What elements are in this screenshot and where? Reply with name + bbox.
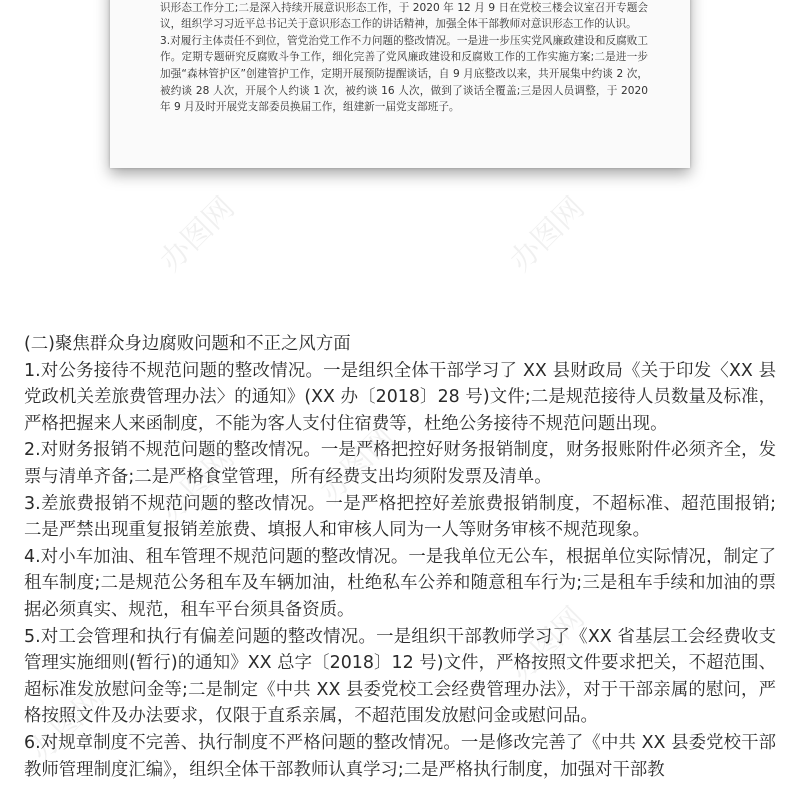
watermark: 办图网 [23,680,112,769]
preview-paragraph: 3.对履行主体责任不到位，管党治党工作不力问题的整改情况。一是进一步压实党风廉政建设和反腐败工作。定期专题研究反腐败斗争工作，细化完善了党风廉政建设和反腐败工作的工作实施方案;二是进一步加强“森林管护区”创建管护工作，定期开展预防提醒谈话，自 9 月底整改以来，共开展集中约谈 2 次，被约谈 28 人次，开展个人约谈 1 次，被约谈 16 人次，做到了谈话全覆盖;三是因人员调整，于 2020 年 9 月及时开展党支部委员换届工作，组建新一届党支部班子。 [160,34,648,114]
list-item: 1.对公务接待不规范问题的整改情况。一是组织全体干部学习了 XX 县财政局《关于印发〈XX 县党政机关差旅费管理办法〉的通知》(XX 办〔2018〕28 号)文件;二是规范接待人员数量及标准，严格把握来人来函制度，不能为客人支付住宿费等，杜绝公务接待不规范问题出现。 [24,360,776,434]
watermark: 办图网 [503,600,592,689]
watermark: 办图网 [503,190,592,279]
list-item: 3.差旅费报销不规范问题的整改情况。一是严格把控好差旅费报销制度，不超标准、超范围报销;二是严禁出现重复报销差旅费、填报人和审核人同为一人等财务审核不规范现象。 [24,493,776,541]
watermark: 办图网 [153,190,242,279]
watermark: 办图网 [153,440,242,529]
preview-text [160,0,648,116]
document-preview-card [110,0,690,168]
watermark: 办图网 [313,420,402,509]
list-item: 6.对规章制度不完善、执行制度不严格问题的整改情况。一是修改完善了《中共 XX 县委党校干部教师管理制度汇编》，组织全体干部教师认真学习;二是严格执行制度，加强对干部教 [24,732,776,780]
list-item: 4.对小车加油、租车管理不规范问题的整改情况。一是我单位无公车，根据单位实际情况，制定了租车制度;二是规范公务租车及车辆加油，杜绝私车公养和随意租车行为;三是租车手续和加油的票据必须真实、规范，租车平台须具备资质。 [24,546,776,620]
list-item: 2.对财务报销不规范问题的整改情况。一是严格把控好财务报销制度，财务报账附件必须齐全，发票与清单齐备;二是严格食堂管理，所有经费支出均须附发票及清单。 [24,440,776,487]
list-item: 5.对工会管理和执行有偏差问题的整改情况。一是组织干部教师学习了《XX 省基层工会经费收支管理实施细则(暂行)的通知》XX 总字〔2018〕12 号)文件，严格按照文件要求把关，不超范围、超标准发放慰问金等;二是制定《中共 XX 县委党校工会经费管理办法》，对于干部亲属的慰问，严格按照文件及办法要求，仅限于直系亲属，不超范围发放慰问金或慰问品。 [24,626,776,727]
main-content [24,331,776,783]
section-heading: (二)聚焦群众身边腐败问题和不正之风方面 [24,334,351,354]
preview-paragraph: 识形态工作分工;二是深入持续开展意识形态工作，于 2020 年 12 月 9 日在党校三楼会议室召开专题会议，组织学习习近平总书记关于意识形态工作的讲话精神，加强全体干部教师对意识形态工作的认识。 [160,1,648,31]
